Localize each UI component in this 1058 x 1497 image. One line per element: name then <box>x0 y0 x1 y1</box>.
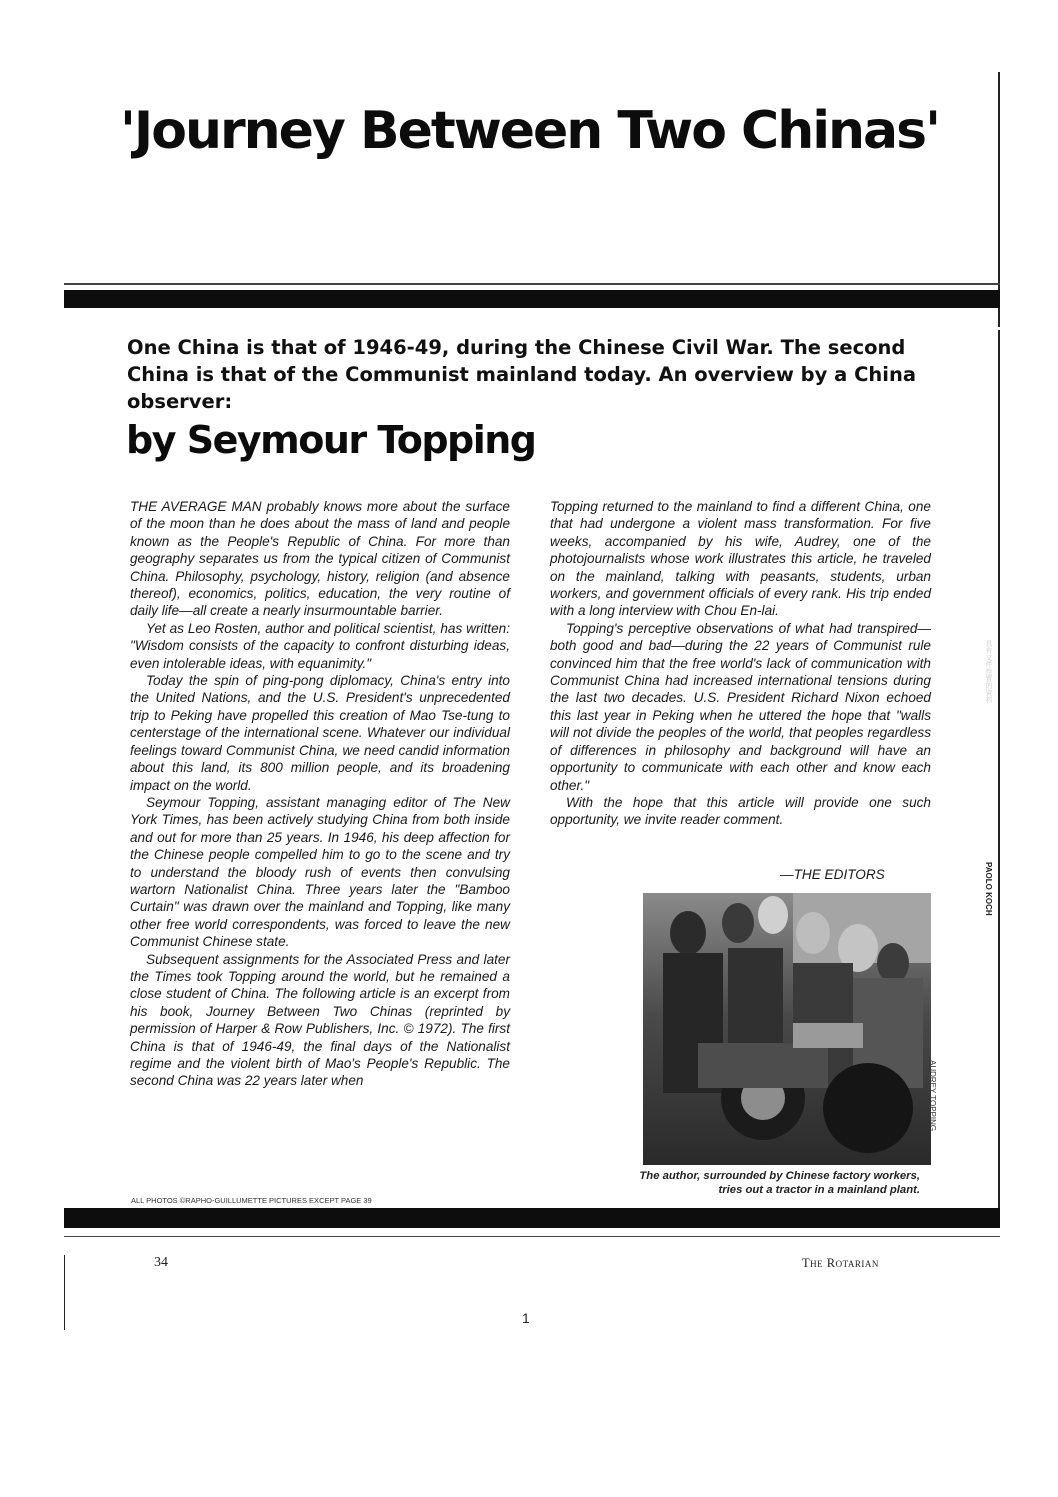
paragraph: Yet as Leo Rosten, author and political scientist, has written: "Wisdom consists of the capacity to confront disturbing ideas, even intolerable ideas, with equanimity." <box>130 620 510 671</box>
byline: by Seymour Topping <box>126 418 536 462</box>
page-number: 34 <box>154 1255 168 1270</box>
photos-credit: ALL PHOTOS ©RAPHO-GUILLUMETTE PICTURES EXCEPT PAGE 39 <box>131 1196 372 1205</box>
photo-caption: The author, surrounded by Chinese factory workers, tries out a tractor in a mainland plant. <box>639 1170 920 1196</box>
side-photo-credit: PAOLO KOCH <box>984 862 993 916</box>
title-thick-rule <box>64 290 1000 308</box>
article-title: 'Journey Between Two Chinas' <box>120 101 940 161</box>
paragraph: Topping's perceptive observations of what had transpired—both good and bad—during the 22 years of Communist rule convinced him that the free world's lack of communication with Communist China had increased international tensions during the last two decades. U.S. President Richard Nixon echoed this last year in Peking when he uttered the hope that "walls will not divide the peoples of the world, that peoples regardless of differences in philosophy and background will have an opportunity to communicate with each other and know each other." <box>550 620 931 793</box>
article-deck: One China is that of 1946-49, during the Chinese Civil War. The second China is that of the Communist mainland today. An overview by a China observer: <box>127 336 916 413</box>
title-thin-rule <box>64 283 1000 285</box>
margin-stamp: 具有文件性質的資料 <box>985 640 992 703</box>
paragraph: Seymour Topping, assistant managing editor of The New York Times, has been actively studying China from both inside and out for more than 25 years. In 1946, his deep affection for the Chinese people compelled him to go to the scene and try to understand the bloody rush of events then convulsing wartorn Nationalist China. Three years later the "Bamboo Curtain" was drawn over the mainland and Topping, like many other free world correspondents, was forced to leave the new Communist Chinese state. <box>130 794 510 950</box>
pdf-page-number: 1 <box>522 1310 530 1326</box>
magazine-name: The Rotarian <box>802 1256 879 1270</box>
editors-signoff: —THE EDITORS <box>780 867 885 882</box>
tractor-photo <box>643 893 931 1165</box>
body-column-left <box>130 498 510 1090</box>
photo-image <box>643 893 931 1165</box>
body-column-right <box>550 498 931 829</box>
bottom-thick-rule <box>64 1208 1000 1228</box>
paragraph: With the hope that this article will provide one such opportunity, we invite reader comment. <box>550 794 931 828</box>
bottom-thin-rule <box>64 1236 1000 1237</box>
paragraph: Subsequent assignments for the Associated Press and later the Times took Topping around the world, but he remained a close student of China. The following article is an excerpt from his book, Journey Between Two Chinas (reprinted by permission of Harper & Row Publishers, Inc. © 1972). The first China is that of 1946-49, the final days of the Nationalist regime and the violent birth of Mao's People's Republic. The second China was 22 years later when <box>130 951 510 1089</box>
paragraph: Today the spin of ping-pong diplomacy, China's entry into the United Nations, and the U.S. President's unprecedented trip to Peking have propelled this creation of Mao Tse-tung to centerstage of the international scene. Whatever our individual feelings toward Communist China, we need candid information about this land, its 800 million people, and its broadening impact on the world. <box>130 673 510 793</box>
right-edge-line-lower <box>998 330 1000 1210</box>
left-edge-line <box>64 1255 65 1330</box>
paragraph: THE AVERAGE MAN probably knows more about the surface of the moon than he does about the mass of land and people known as the People's Republic of China. For more than geography separates us from the typical citizen of Communist China. Philosophy, psychology, history, religion (and absence thereof), economics, politics, education, the very routine of daily life—all create a nearly insurmountable barrier. <box>130 499 510 619</box>
photo-credit: AUDREY TOPPING <box>928 1060 937 1132</box>
paragraph: Topping returned to the mainland to find a different China, one that had undergone a violent mass transformation. For five weeks, accompanied by his wife, Audrey, one of the photojournalists whose work illustrates this article, he traveled on the mainland, talking with peasants, students, urban workers, and government officials of every rank. His trip ended with a long interview with Chou En-lai. <box>550 499 931 619</box>
